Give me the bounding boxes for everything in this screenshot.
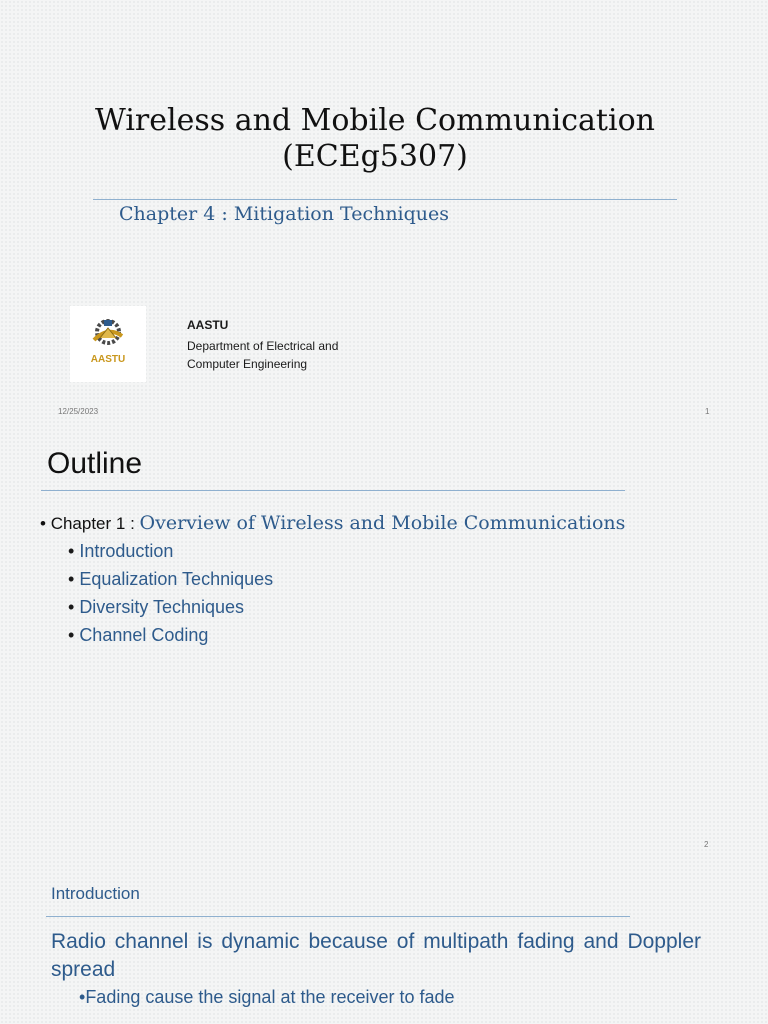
section-divider [46,916,630,917]
outline-chapter-item [40,512,625,534]
chapter-label: Chapter 1 : [50,514,140,533]
title-line-1: Wireless and Mobile Communication [95,103,655,138]
slide-date: 12/25/2023 [58,407,99,416]
section-heading: Introduction [51,884,140,903]
bullet: • [40,514,51,533]
logo-emblem-icon [70,306,146,382]
dept-line-1: Department of Electrical and [187,339,339,353]
slide-number: 2 [704,840,709,849]
outline-subitem: • Equalization Techniques [68,569,274,589]
subitem-label: Equalization Techniques [79,569,274,589]
chapter-subtitle: Chapter 4 : Mitigation Techniques [119,203,450,225]
bullet-text: Fading cause the signal at the receiver to fade [85,987,455,1007]
logo-text: AASTU [90,354,126,365]
title-divider [93,199,677,200]
outline-title: Outline [47,447,143,480]
aastu-logo [70,306,146,382]
intro-bullet: •Fading cause the signal at the receiver to fade [79,987,455,1007]
intro-paragraph: Radio channel is dynamic because of multipath fading and Doppler spread [51,930,701,981]
outline-subitem: • Diversity Techniques [68,597,245,617]
outline-subitem: • Channel Coding [68,625,209,645]
title-line-2: (ECEg5307) [282,139,468,174]
subitem-label: Diversity Techniques [79,597,245,617]
slide-number: 1 [705,407,710,416]
outline-subitem: • Introduction [68,541,174,561]
slide1-title [0,103,750,175]
chapter-text: Overview of Wireless and Mobile Communications [139,512,626,534]
subitem-label: Channel Coding [79,625,209,645]
org-name: AASTU [187,318,229,332]
department [187,337,377,373]
dept-line-2: Computer Engineering [187,357,308,371]
subitem-label: Introduction [79,541,174,561]
outline-divider [41,490,625,491]
